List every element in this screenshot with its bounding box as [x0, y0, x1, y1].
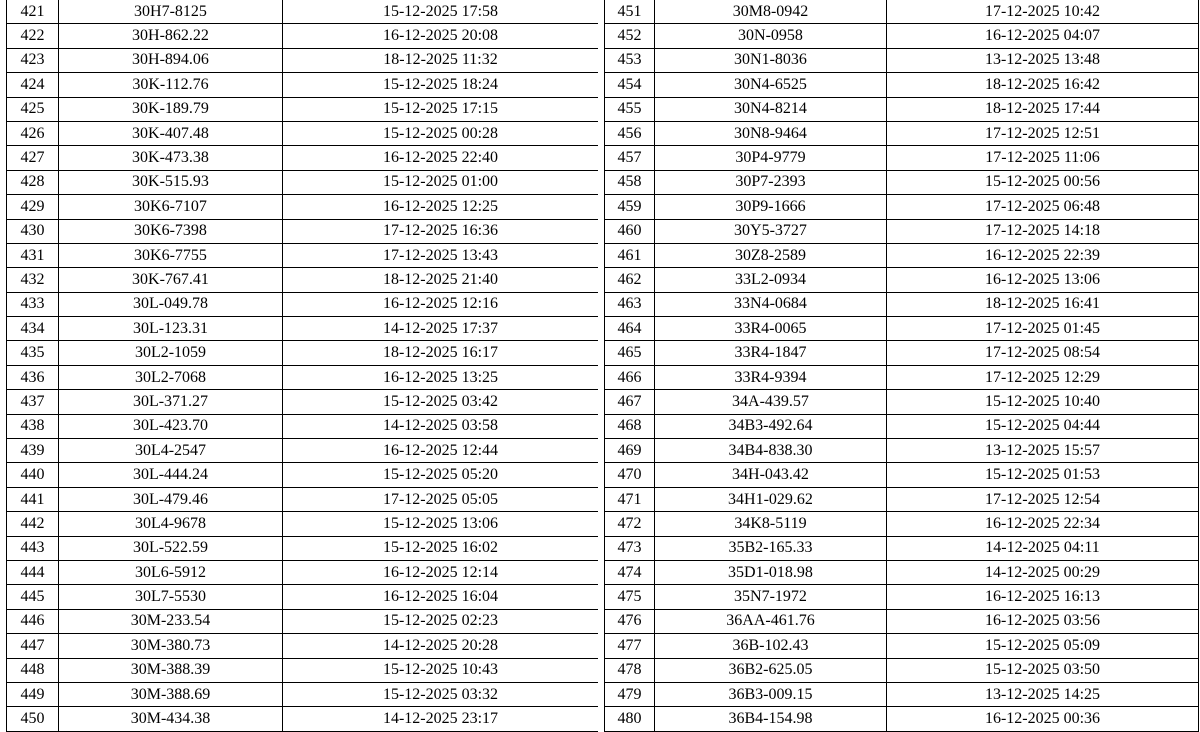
table-row [605, 195, 1199, 219]
row-number-cell: 452 [605, 24, 655, 48]
table-row [605, 292, 1199, 316]
timestamp-cell: 15-12-2025 05:20 [283, 463, 599, 487]
plate-number-cell: 30L-049.78 [59, 292, 283, 316]
table-row [7, 609, 599, 633]
table-row [605, 560, 1199, 584]
timestamp-cell: 18-12-2025 16:41 [887, 292, 1199, 316]
table-row [7, 707, 599, 731]
table-row [7, 317, 599, 341]
table-row [605, 487, 1199, 511]
plate-number-cell: 30L-479.46 [59, 487, 283, 511]
table-row [7, 243, 599, 267]
timestamp-cell: 16-12-2025 12:44 [283, 439, 599, 463]
row-number-cell: 466 [605, 365, 655, 389]
plate-number-cell: 30K6-7398 [59, 219, 283, 243]
plate-number-cell: 30L-123.31 [59, 317, 283, 341]
row-number-cell: 430 [7, 219, 59, 243]
row-number-cell: 436 [7, 365, 59, 389]
row-number-cell: 433 [7, 292, 59, 316]
table-row [605, 512, 1199, 536]
row-number-cell: 462 [605, 268, 655, 292]
plate-number-cell: 30L4-2547 [59, 439, 283, 463]
row-number-cell: 447 [7, 634, 59, 658]
timestamp-cell: 17-12-2025 05:05 [283, 487, 599, 511]
table-row [605, 0, 1199, 24]
plate-number-cell: 36B3-009.15 [655, 682, 887, 706]
timestamp-cell: 17-12-2025 08:54 [887, 341, 1199, 365]
table-row [605, 341, 1199, 365]
plate-number-cell: 30N4-6525 [655, 73, 887, 97]
plate-number-cell: 35B2-165.33 [655, 536, 887, 560]
timestamp-cell: 14-12-2025 20:28 [283, 634, 599, 658]
table-row [605, 390, 1199, 414]
row-number-cell: 456 [605, 121, 655, 145]
timestamp-cell: 17-12-2025 12:54 [887, 487, 1199, 511]
table-row [605, 707, 1199, 731]
timestamp-cell: 13-12-2025 14:25 [887, 682, 1199, 706]
plate-number-cell: 30M-388.39 [59, 658, 283, 682]
table-row [7, 146, 599, 170]
plate-number-cell: 30P4-9779 [655, 146, 887, 170]
plate-number-cell: 30Z8-2589 [655, 243, 887, 267]
plate-number-cell: 34H1-029.62 [655, 487, 887, 511]
row-number-cell: 450 [7, 707, 59, 731]
table-row [7, 73, 599, 97]
table-row [605, 414, 1199, 438]
timestamp-cell: 16-12-2025 16:04 [283, 585, 599, 609]
row-number-cell: 426 [7, 121, 59, 145]
row-number-cell: 446 [7, 609, 59, 633]
timestamp-cell: 17-12-2025 16:36 [283, 219, 599, 243]
table-row [605, 97, 1199, 121]
table-row [7, 487, 599, 511]
timestamp-cell: 15-12-2025 04:44 [887, 414, 1199, 438]
row-number-cell: 432 [7, 268, 59, 292]
row-number-cell: 454 [605, 73, 655, 97]
plate-number-cell: 30P9-1666 [655, 195, 887, 219]
row-number-cell: 460 [605, 219, 655, 243]
row-number-cell: 443 [7, 536, 59, 560]
row-number-cell: 468 [605, 414, 655, 438]
row-number-cell: 424 [7, 73, 59, 97]
row-number-cell: 429 [7, 195, 59, 219]
timestamp-cell: 15-12-2025 17:58 [283, 0, 599, 24]
timestamp-cell: 15-12-2025 17:15 [283, 97, 599, 121]
plate-number-cell: 30M-434.38 [59, 707, 283, 731]
timestamp-cell: 17-12-2025 13:43 [283, 243, 599, 267]
timestamp-cell: 13-12-2025 15:57 [887, 439, 1199, 463]
row-number-cell: 440 [7, 463, 59, 487]
table-row [605, 634, 1199, 658]
timestamp-cell: 18-12-2025 21:40 [283, 268, 599, 292]
plate-number-cell: 30N4-8214 [655, 97, 887, 121]
table-row [7, 682, 599, 706]
table-row [7, 219, 599, 243]
table-row [605, 219, 1199, 243]
plate-number-cell: 30K-473.38 [59, 146, 283, 170]
plate-number-cell: 30L-423.70 [59, 414, 283, 438]
timestamp-cell: 16-12-2025 16:13 [887, 585, 1199, 609]
row-number-cell: 473 [605, 536, 655, 560]
timestamp-cell: 16-12-2025 22:39 [887, 243, 1199, 267]
row-number-cell: 445 [7, 585, 59, 609]
timestamp-cell: 14-12-2025 00:29 [887, 560, 1199, 584]
table-row [605, 73, 1199, 97]
timestamp-cell: 17-12-2025 12:51 [887, 121, 1199, 145]
plate-number-cell: 30L7-5530 [59, 585, 283, 609]
row-number-cell: 465 [605, 341, 655, 365]
plate-number-cell: 30L6-5912 [59, 560, 283, 584]
row-number-cell: 441 [7, 487, 59, 511]
plate-number-cell: 34K8-5119 [655, 512, 887, 536]
table-row [7, 341, 599, 365]
timestamp-cell: 18-12-2025 16:42 [887, 73, 1199, 97]
row-number-cell: 423 [7, 48, 59, 72]
table-row [605, 170, 1199, 194]
table-body-right [605, 0, 1199, 731]
row-number-cell: 428 [7, 170, 59, 194]
table-row [605, 536, 1199, 560]
timestamp-cell: 15-12-2025 00:28 [283, 121, 599, 145]
plate-number-cell: 30L-444.24 [59, 463, 283, 487]
row-number-cell: 444 [7, 560, 59, 584]
violation-table-left [6, 0, 599, 732]
timestamp-cell: 18-12-2025 16:17 [283, 341, 599, 365]
timestamp-cell: 16-12-2025 20:08 [283, 24, 599, 48]
row-number-cell: 431 [7, 243, 59, 267]
row-number-cell: 469 [605, 439, 655, 463]
timestamp-cell: 17-12-2025 10:42 [887, 0, 1199, 24]
timestamp-cell: 16-12-2025 03:56 [887, 609, 1199, 633]
plate-number-cell: 30L2-7068 [59, 365, 283, 389]
table-row [7, 195, 599, 219]
table-row [605, 243, 1199, 267]
plate-number-cell: 30M8-0942 [655, 0, 887, 24]
timestamp-cell: 15-12-2025 03:50 [887, 658, 1199, 682]
plate-number-cell: 30L-371.27 [59, 390, 283, 414]
timestamp-cell: 15-12-2025 10:40 [887, 390, 1199, 414]
plate-number-cell: 34B4-838.30 [655, 439, 887, 463]
plate-number-cell: 35D1-018.98 [655, 560, 887, 584]
table-row [7, 390, 599, 414]
timestamp-cell: 16-12-2025 13:25 [283, 365, 599, 389]
table-row [7, 121, 599, 145]
row-number-cell: 425 [7, 97, 59, 121]
row-number-cell: 422 [7, 24, 59, 48]
row-number-cell: 421 [7, 0, 59, 24]
timestamp-cell: 14-12-2025 03:58 [283, 414, 599, 438]
table-row [7, 536, 599, 560]
row-number-cell: 472 [605, 512, 655, 536]
timestamp-cell: 13-12-2025 13:48 [887, 48, 1199, 72]
plate-number-cell: 30K-112.76 [59, 73, 283, 97]
timestamp-cell: 15-12-2025 00:56 [887, 170, 1199, 194]
plate-number-cell: 30L-522.59 [59, 536, 283, 560]
plate-number-cell: 34A-439.57 [655, 390, 887, 414]
timestamp-cell: 15-12-2025 01:53 [887, 463, 1199, 487]
table-row [605, 146, 1199, 170]
timestamp-cell: 17-12-2025 12:29 [887, 365, 1199, 389]
row-number-cell: 459 [605, 195, 655, 219]
timestamp-cell: 16-12-2025 22:40 [283, 146, 599, 170]
plate-number-cell: 30N-0958 [655, 24, 887, 48]
timestamp-cell: 15-12-2025 01:00 [283, 170, 599, 194]
row-number-cell: 457 [605, 146, 655, 170]
row-number-cell: 476 [605, 609, 655, 633]
row-number-cell: 449 [7, 682, 59, 706]
table-row [7, 24, 599, 48]
plate-number-cell: 30K6-7107 [59, 195, 283, 219]
row-number-cell: 479 [605, 682, 655, 706]
table-row [605, 317, 1199, 341]
table-row [7, 48, 599, 72]
timestamp-cell: 15-12-2025 16:02 [283, 536, 599, 560]
document-page [6, 0, 1198, 732]
table-row [7, 512, 599, 536]
plate-number-cell: 36B-102.43 [655, 634, 887, 658]
row-number-cell: 451 [605, 0, 655, 24]
plate-number-cell: 33N4-0684 [655, 292, 887, 316]
row-number-cell: 439 [7, 439, 59, 463]
table-row [7, 585, 599, 609]
timestamp-cell: 15-12-2025 02:23 [283, 609, 599, 633]
row-number-cell: 478 [605, 658, 655, 682]
timestamp-cell: 17-12-2025 11:06 [887, 146, 1199, 170]
row-number-cell: 434 [7, 317, 59, 341]
plate-number-cell: 30N8-9464 [655, 121, 887, 145]
timestamp-cell: 15-12-2025 05:09 [887, 634, 1199, 658]
timestamp-cell: 14-12-2025 04:11 [887, 536, 1199, 560]
table-row [605, 658, 1199, 682]
plate-number-cell: 33R4-0065 [655, 317, 887, 341]
plate-number-cell: 30P7-2393 [655, 170, 887, 194]
row-number-cell: 463 [605, 292, 655, 316]
timestamp-cell: 15-12-2025 10:43 [283, 658, 599, 682]
table-row [7, 97, 599, 121]
table-row [605, 585, 1199, 609]
timestamp-cell: 17-12-2025 14:18 [887, 219, 1199, 243]
plate-number-cell: 36B4-154.98 [655, 707, 887, 731]
table-row [7, 365, 599, 389]
timestamp-cell: 15-12-2025 03:32 [283, 682, 599, 706]
timestamp-cell: 16-12-2025 00:36 [887, 707, 1199, 731]
timestamp-cell: 16-12-2025 12:14 [283, 560, 599, 584]
table-row [605, 365, 1199, 389]
row-number-cell: 455 [605, 97, 655, 121]
table-row [7, 414, 599, 438]
plate-number-cell: 30H-862.22 [59, 24, 283, 48]
table-row [7, 463, 599, 487]
table-row [7, 634, 599, 658]
table-row [7, 0, 599, 24]
plate-number-cell: 34H-043.42 [655, 463, 887, 487]
plate-number-cell: 30K-407.48 [59, 121, 283, 145]
row-number-cell: 471 [605, 487, 655, 511]
plate-number-cell: 30N1-8036 [655, 48, 887, 72]
row-number-cell: 438 [7, 414, 59, 438]
table-row [605, 682, 1199, 706]
row-number-cell: 437 [7, 390, 59, 414]
row-number-cell: 470 [605, 463, 655, 487]
table-row [605, 48, 1199, 72]
table-row [7, 170, 599, 194]
timestamp-cell: 18-12-2025 17:44 [887, 97, 1199, 121]
plate-number-cell: 30K-189.79 [59, 97, 283, 121]
timestamp-cell: 17-12-2025 06:48 [887, 195, 1199, 219]
plate-number-cell: 30H-894.06 [59, 48, 283, 72]
row-number-cell: 442 [7, 512, 59, 536]
row-number-cell: 435 [7, 341, 59, 365]
table-row [7, 292, 599, 316]
table-row [605, 268, 1199, 292]
plate-number-cell: 30K-767.41 [59, 268, 283, 292]
plate-number-cell: 30K-515.93 [59, 170, 283, 194]
table-row [605, 24, 1199, 48]
row-number-cell: 474 [605, 560, 655, 584]
row-number-cell: 464 [605, 317, 655, 341]
timestamp-cell: 16-12-2025 22:34 [887, 512, 1199, 536]
timestamp-cell: 17-12-2025 01:45 [887, 317, 1199, 341]
plate-number-cell: 33R4-1847 [655, 341, 887, 365]
timestamp-cell: 18-12-2025 11:32 [283, 48, 599, 72]
row-number-cell: 475 [605, 585, 655, 609]
timestamp-cell: 16-12-2025 12:16 [283, 292, 599, 316]
timestamp-cell: 14-12-2025 17:37 [283, 317, 599, 341]
row-number-cell: 458 [605, 170, 655, 194]
row-number-cell: 448 [7, 658, 59, 682]
plate-number-cell: 30M-233.54 [59, 609, 283, 633]
timestamp-cell: 16-12-2025 12:25 [283, 195, 599, 219]
plate-number-cell: 30M-388.69 [59, 682, 283, 706]
timestamp-cell: 15-12-2025 13:06 [283, 512, 599, 536]
plate-number-cell: 30L2-1059 [59, 341, 283, 365]
table-row [605, 609, 1199, 633]
timestamp-cell: 15-12-2025 18:24 [283, 73, 599, 97]
timestamp-cell: 14-12-2025 23:17 [283, 707, 599, 731]
timestamp-cell: 15-12-2025 03:42 [283, 390, 599, 414]
plate-number-cell: 30Y5-3727 [655, 219, 887, 243]
plate-number-cell: 33L2-0934 [655, 268, 887, 292]
table-row [605, 463, 1199, 487]
plate-number-cell: 36AA-461.76 [655, 609, 887, 633]
plate-number-cell: 35N7-1972 [655, 585, 887, 609]
timestamp-cell: 16-12-2025 13:06 [887, 268, 1199, 292]
table-row [7, 560, 599, 584]
table-row [605, 121, 1199, 145]
plate-number-cell: 30H7-8125 [59, 0, 283, 24]
plate-number-cell: 30K6-7755 [59, 243, 283, 267]
plate-number-cell: 30L4-9678 [59, 512, 283, 536]
row-number-cell: 461 [605, 243, 655, 267]
table-row [7, 268, 599, 292]
row-number-cell: 480 [605, 707, 655, 731]
table-row [7, 439, 599, 463]
row-number-cell: 467 [605, 390, 655, 414]
plate-number-cell: 30M-380.73 [59, 634, 283, 658]
violation-table-right [604, 0, 1199, 732]
table-body-left [7, 0, 599, 731]
plate-number-cell: 34B3-492.64 [655, 414, 887, 438]
plate-number-cell: 36B2-625.05 [655, 658, 887, 682]
plate-number-cell: 33R4-9394 [655, 365, 887, 389]
table-row [605, 439, 1199, 463]
row-number-cell: 453 [605, 48, 655, 72]
row-number-cell: 427 [7, 146, 59, 170]
row-number-cell: 477 [605, 634, 655, 658]
table-row [7, 658, 599, 682]
timestamp-cell: 16-12-2025 04:07 [887, 24, 1199, 48]
